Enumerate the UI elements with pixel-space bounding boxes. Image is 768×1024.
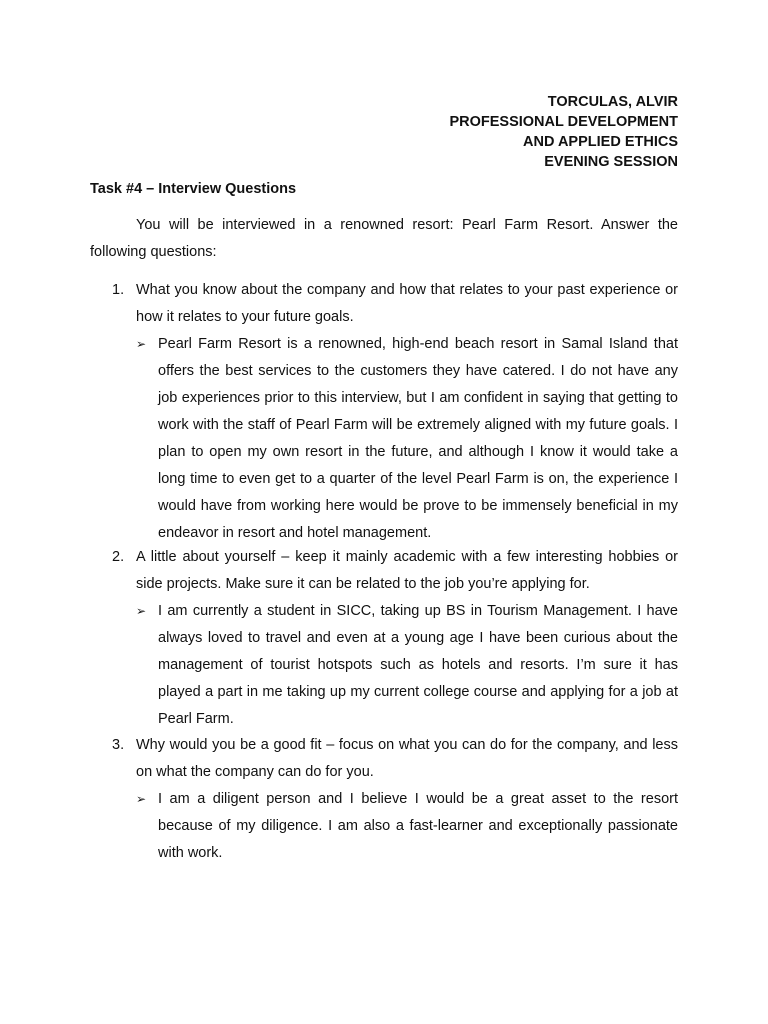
student-name: TORCULAS, ALVIR: [547, 94, 678, 110]
question-item-1: [90, 277, 678, 547]
question-item-2: [90, 544, 678, 733]
header-block: [449, 92, 678, 172]
course-title-line1: PROFESSIONAL DEVELOPMENT: [449, 114, 678, 130]
session-label: EVENING SESSION: [544, 154, 678, 170]
answer-text: Pearl Farm Resort is a renowned, high-end beach resort in Samal Island that offers the best services to the customers they have catered. I do not have any job experiences prior to this interview, but I am confident in saying that getting to work with the staff of Pearl Farm will be extremely aligned with my future goals. I plan to open my own resort in the future, and although I know it would take a long time to even get to a quarter of the level Pearl Farm is on, the experience I would have from working here would be prove to be immensely beneficial in my endeavor in resort and hotel management.: [158, 336, 678, 541]
answer-text: I am a diligent person and I believe I would be a great asset to the resort because of my diligence. I am also a fast-learner and exceptionally passionate with work.: [158, 791, 678, 861]
question-text: Why would you be a good fit – focus on what you can do for the company, and less on what the company can do for you.: [136, 737, 678, 780]
answer-row: [90, 786, 678, 867]
question-row: [90, 277, 678, 331]
task-title: Task #4 – Interview Questions: [90, 181, 297, 197]
question-number: 3.: [112, 737, 125, 753]
arrow-bullet-icon: ➢: [136, 337, 147, 351]
course-title-line2: AND APPLIED ETHICS: [523, 134, 678, 150]
answer-text: I am currently a student in SICC, taking up BS in Tourism Management. I have always loved to travel and even at a young age I have been curious about the management of tourist hotspots such as hotels and resorts. I’m sure it has played a part in me taking up my current college course and applying for a job at Pearl Farm.: [158, 603, 678, 727]
question-text: A little about yourself – keep it mainly academic with a few interesting hobbies or side projects. Make sure it can be related to the job you’re applying for.: [136, 549, 678, 592]
question-number: 1.: [112, 282, 125, 298]
answer-row: [90, 331, 678, 547]
arrow-bullet-icon: ➢: [136, 604, 147, 618]
arrow-bullet-icon: ➢: [136, 792, 147, 806]
answer-row: [90, 598, 678, 733]
question-item-3: [90, 732, 678, 867]
intro-paragraph: You will be interviewed in a renowned resort: Pearl Farm Resort. Answer the following questions:: [90, 217, 678, 260]
question-row: [90, 732, 678, 786]
question-number: 2.: [112, 549, 125, 565]
question-text: What you know about the company and how that relates to your past experience or how it relates to your future goals.: [136, 282, 678, 325]
question-row: [90, 544, 678, 598]
